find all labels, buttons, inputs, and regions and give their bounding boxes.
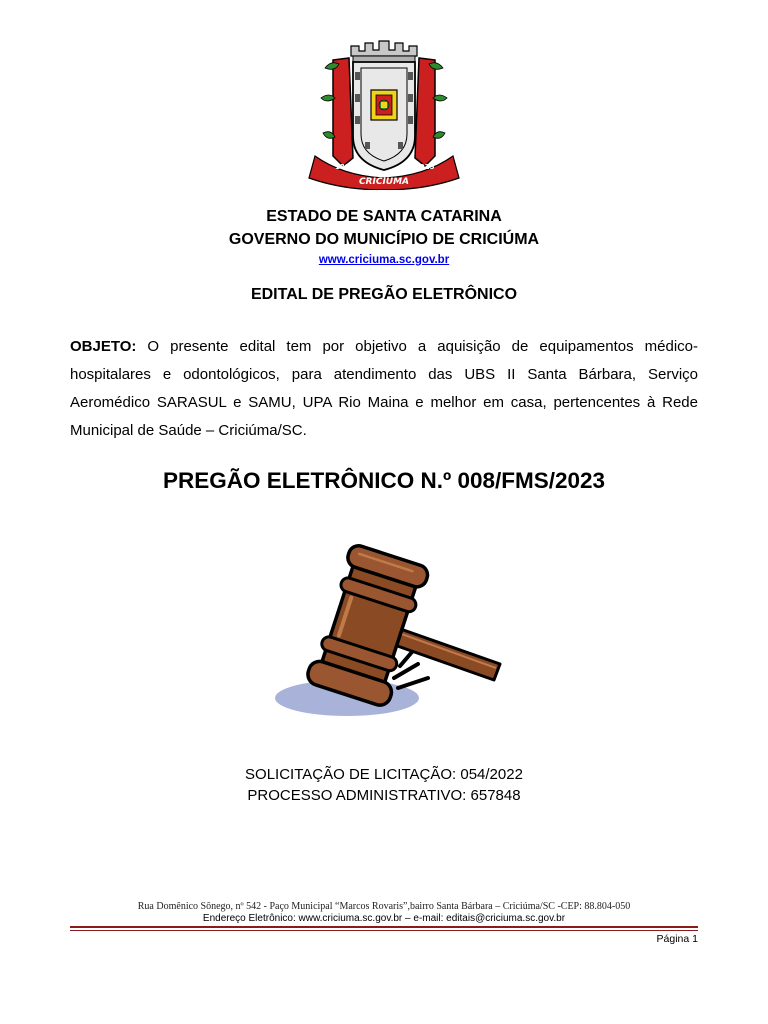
website-link-wrapper bbox=[0, 251, 768, 268]
objeto-text: O presente edital tem por objetivo a aquisição de equipamentos médico-hospitalares e odontológicos, para atendimento das UBS II Santa Bárbara, Serviço Aeromédico SARASUL e SAMU, UPA Rio Maina e melhor em casa, pertencentes à Rede Municipal de Saúde – Criciúma/SC. bbox=[70, 338, 698, 439]
svg-text:CRICIÚMA: CRICIÚMA bbox=[358, 177, 410, 187]
state-heading: ESTADO DE SANTA CATARINA bbox=[266, 208, 502, 225]
pregao-title: PREGÃO ELETRÔNICO N.º 008/FMS/2023 bbox=[162, 468, 606, 493]
svg-text:1880: 1880 bbox=[335, 163, 355, 171]
objeto-paragraph bbox=[70, 333, 698, 445]
gavel-icon bbox=[272, 540, 504, 722]
page-number: Página 1 bbox=[656, 933, 698, 945]
footer-emails: Endereço Eletrônico: www.criciuma.sc.gov.br – e-mail: editais@criciuma.sc.gov.br bbox=[202, 913, 566, 924]
document-type-heading: EDITAL DE PREGÃO ELETRÔNICO bbox=[250, 286, 518, 303]
government-heading: GOVERNO DO MUNICÍPIO DE CRICIÚMA bbox=[228, 231, 540, 248]
objeto-label: OBJETO: bbox=[70, 338, 137, 355]
footer-divider bbox=[70, 926, 698, 928]
criciuma-coat-of-arms-logo bbox=[303, 38, 465, 190]
solicitacao-line: SOLICITAÇÃO DE LICITAÇÃO: 054/2022 bbox=[245, 766, 523, 783]
footer-divider-thin bbox=[70, 930, 698, 931]
processo-line: PROCESSO ADMINISTRATIVO: 657848 bbox=[247, 787, 521, 804]
footer-address: Rua Domênico Sônego, nº 542 - Paço Municipal “Marcos Rovaris”,bairro Santa Bárbara – Criciúma/SC -CEP: 88.804-050 bbox=[137, 901, 631, 912]
svg-text:1925: 1925 bbox=[415, 163, 435, 171]
website-link[interactable]: www.criciuma.sc.gov.br bbox=[318, 254, 450, 266]
